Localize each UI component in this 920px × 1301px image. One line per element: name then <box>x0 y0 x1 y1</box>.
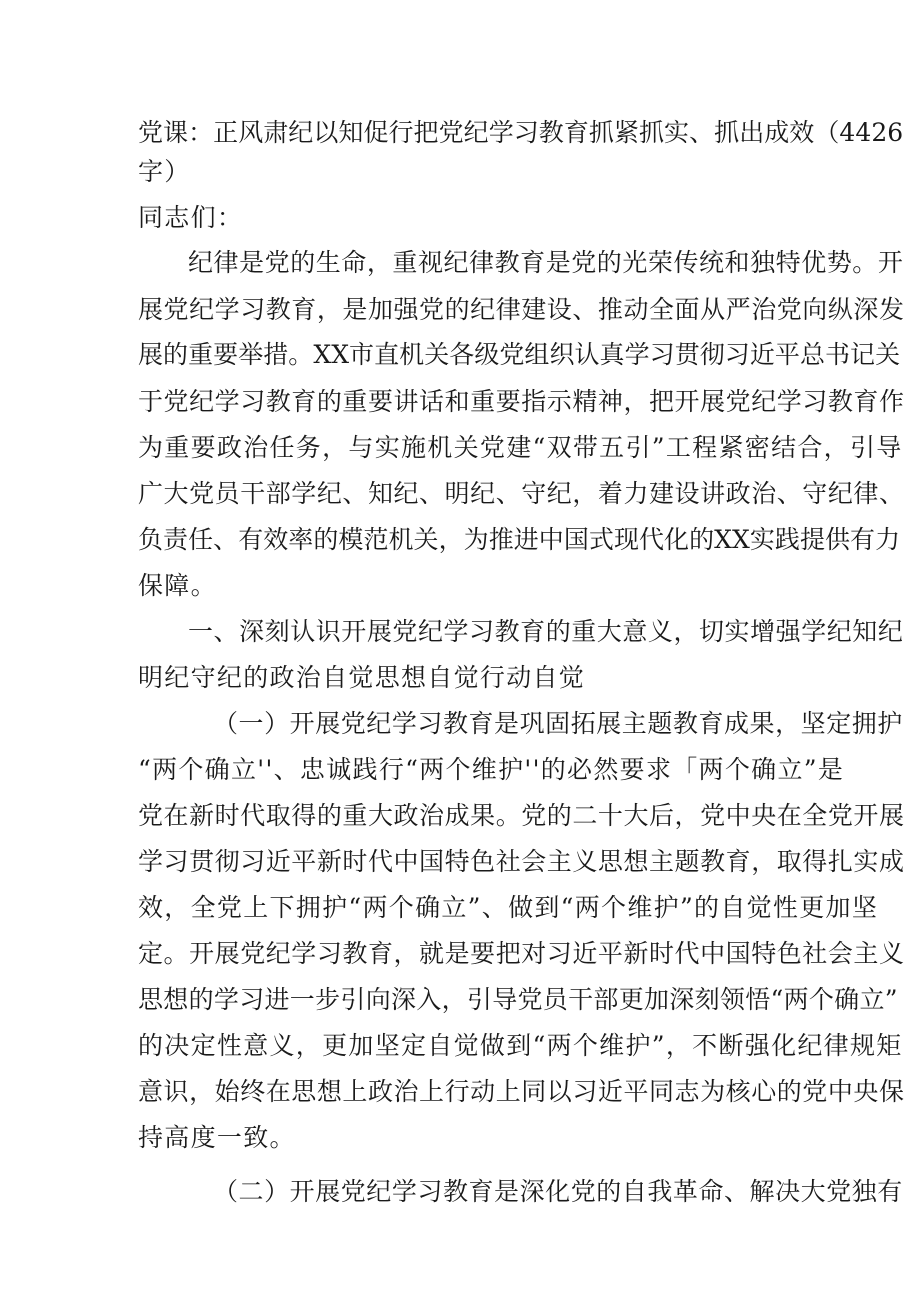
paragraph-line: 于党纪学习教育的重要讲话和重要指示精神，把开展党纪学习教育作 <box>138 387 905 416</box>
paragraph-line: （二）开展党纪学习教育是深化党的自我革命、解决大党独有 <box>213 1177 903 1206</box>
paragraph-line: 展的重要举措。XX市直机关各级党组织认真学习贯彻习近平总书记关 <box>138 340 901 369</box>
section-heading: 一、深刻认识开展党纪学习教育的重大意义，切实增强学纪知纪 <box>188 617 904 646</box>
salutation: 同志们： <box>138 203 244 232</box>
section-heading: 明纪守纪的政治自觉思想自觉行动自觉 <box>138 663 586 692</box>
paragraph-line: （一）开展党纪学习教育是巩固拓展主题教育成果，坚定拥护 <box>213 709 903 738</box>
document-title: 党课：正风肃纪以知促行把党纪学习教育抓紧抓实、抓出成效（4426 <box>138 118 904 147</box>
paragraph-line: 保障。 <box>138 571 217 600</box>
paragraph-line: 党在新时代取得的重大政治成果。党的二十大后，党中央在全党开展 <box>138 801 905 830</box>
paragraph-line: 广大党员干部学纪、知纪、明纪、守纪，着力建设讲政治、守纪律、 <box>138 479 905 508</box>
paragraph-line: 为重要政治任务，与实施机关党建“双带五引”工程紧密结合，引导 <box>138 433 903 462</box>
paragraph-line: 纪律是党的生命，重视纪律教育是党的光荣传统和独特优势。开 <box>188 248 904 277</box>
paragraph-line: 效，全党上下拥护“两个确立”、做到“两个维护”的自觉性更加坚 <box>138 893 879 922</box>
paragraph-line: 的决定性意义，更加坚定自觉做到“两个维护”，不断强化纪律规矩 <box>138 1031 903 1060</box>
paragraph-line: 思想的学习进一步引向深入，引导党员干部更加深刻领悟“两个确立” <box>138 985 898 1014</box>
paragraph-line: 定。开展党纪学习教育，就是要把对习近平新时代中国特色社会主义 <box>138 939 905 968</box>
paragraph-line: 持高度一致。 <box>138 1123 296 1152</box>
paragraph-line: 意识，始终在思想上政治上行动上同以习近平同志为核心的党中央保 <box>138 1077 905 1106</box>
document-title: 字） <box>138 157 191 186</box>
paragraph-line: 展党纪学习教育，是加强党的纪律建设、推动全面从严治党向纵深发 <box>138 295 905 324</box>
paragraph-line: 负责任、有效率的模范机关，为推进中国式现代化的XX实践提供有力 <box>138 525 901 554</box>
paragraph-line: “两个确立''、忠诚践行“两个维护''的必然要求「两个确立”是 <box>138 755 845 784</box>
paragraph-line: 学习贯彻习近平新时代中国特色社会主义思想主题教育，取得扎实成 <box>138 847 905 876</box>
